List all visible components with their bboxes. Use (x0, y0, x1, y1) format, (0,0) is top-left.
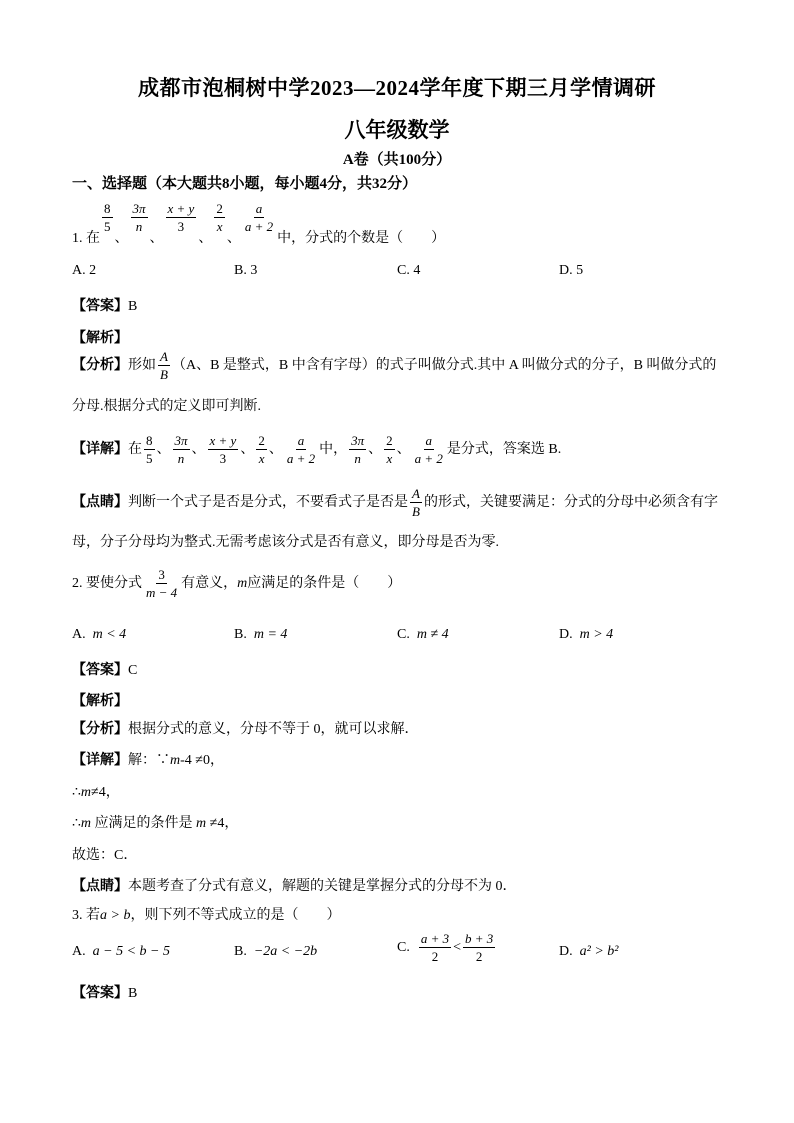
q2-answer (72, 659, 137, 679)
q2-dianjing (72, 878, 517, 896)
numerator: 3π (132, 201, 146, 216)
denominator: n (177, 451, 185, 466)
denominator: 3 (219, 451, 227, 466)
q1-option-d: D. 5 (559, 263, 584, 278)
denominator: x (386, 451, 393, 466)
separator: 、 (368, 441, 383, 457)
question-2 (72, 568, 401, 599)
fenxi-text: 形如 (128, 357, 156, 373)
separator: 、 (226, 231, 241, 246)
fraction-8-5 (102, 202, 113, 233)
answer-value: B (128, 299, 138, 314)
answer-label: 【答案】 (72, 986, 128, 1001)
numerator: 2 (258, 433, 265, 448)
dianjing-text: 判断一个式子是否是分式，不要看式子是否是 (128, 494, 408, 510)
q3-option-c: C. $\frac{a + 3}{2}$ < $\frac{b + 3}{2}$ (397, 931, 494, 964)
numerator: A (412, 486, 420, 501)
fraction-2-x (214, 202, 225, 233)
separator: 、 (156, 441, 171, 457)
q3-option-a: A. a − 5 < b − 5 (72, 944, 170, 959)
fraction-xy-3 (208, 434, 239, 465)
fraction-a-a2 (413, 434, 445, 465)
fraction-a-a2 (243, 202, 275, 233)
denominator: m − 4 (146, 585, 178, 600)
denominator: 3 (177, 219, 185, 234)
q1-fenxi (72, 350, 716, 381)
separator: 、 (114, 231, 129, 246)
numerator: A (160, 349, 168, 364)
separator: 、 (191, 441, 206, 457)
q1-analysis-label (72, 327, 128, 347)
answer-label: 【答案】 (72, 663, 128, 678)
numerator: x + y (209, 433, 237, 448)
fraction-b3-2: $\frac{b + 3}{2}$ (465, 931, 494, 964)
xiangjie-post: 是分式，答案选 B. (446, 441, 562, 457)
q1-fenxi-line2: 分母.根据分式的定义即可判断. (72, 399, 261, 414)
q1-option-c: C. 4 (397, 263, 421, 278)
numerator: 8 (146, 433, 153, 448)
numerator: 3π (174, 433, 188, 448)
question-1-tail: 中，分式的个数是（ ） (277, 231, 446, 246)
separator: 、 (240, 441, 255, 457)
denominator: n (354, 451, 361, 466)
fraction-xy-3 (166, 202, 197, 233)
separator: 、 (396, 441, 411, 457)
fraction-3-m4 (144, 568, 179, 599)
q1-answer (72, 295, 137, 315)
analysis-label: 【解析】 (72, 331, 128, 346)
fraction-2-x (256, 434, 267, 465)
fenxi-label: 【分析】 (72, 357, 128, 373)
q3-answer (72, 982, 137, 1002)
answer-label: 【答案】 (72, 299, 128, 314)
volume-heading: A卷（共100分） (342, 152, 452, 168)
condition: a > b (100, 908, 131, 923)
numerator: 3π (351, 433, 365, 448)
fenxi-text: 根据分式的意义，分母不等于 0，就可以求解． (128, 722, 419, 737)
separator: 、 (149, 231, 164, 246)
xiangjie-mid: 中， (319, 441, 348, 457)
fraction-3pi-n (349, 434, 366, 465)
question-2-mid: 有意义， (181, 575, 238, 591)
numerator: a (425, 433, 433, 448)
denominator: a + 2 (286, 451, 316, 466)
q2-xiangjie-2: ∴m≠4， (72, 785, 120, 800)
analysis-label: 【解析】 (72, 694, 128, 709)
denominator: n (135, 219, 143, 234)
fraction-8-5 (144, 434, 155, 465)
xiangjie-label: 【详解】 (72, 753, 128, 768)
question-3-prefix: 3. 若 (72, 908, 100, 923)
q2-analysis-label (72, 690, 128, 710)
q1-xiangjie (72, 434, 561, 465)
numerator: 2 (386, 433, 393, 448)
dianjing-text: 本题考查了分式有意义，解题的关键是掌握分式的分母不为 0． (128, 879, 517, 894)
xiangjie-text: 在 (128, 441, 142, 457)
numerator: x + y (167, 201, 195, 216)
denominator: 5 (104, 219, 111, 234)
denominator: a + 2 (244, 219, 274, 234)
dianjing-label: 【点睛】 (72, 879, 128, 894)
fenxi-label: 【分析】 (72, 722, 128, 737)
question-3-tail: ，则下列不等式成立的是（ ） (130, 908, 341, 923)
numerator: a (297, 433, 305, 448)
question-2-prefix: 2. 要使分式 (72, 575, 142, 591)
fraction-A-B (410, 487, 422, 518)
separator: 、 (198, 231, 213, 246)
q1-dianjing (72, 487, 718, 518)
page-title: 成都市泡桐树中学2023—2024学年度下期三月学情调研 (138, 76, 656, 100)
numerator: 2 (216, 201, 223, 216)
fraction-2-x (384, 434, 395, 465)
question-3 (72, 907, 340, 925)
q1-option-b: B. 3 (234, 263, 258, 278)
q2-xiangjie-3: ∴m 应满足的条件是 m ≠4， (72, 816, 239, 831)
question-1-prefix: 1. 在 (72, 231, 100, 246)
numerator: 8 (104, 201, 111, 216)
numerator: 3 (158, 567, 165, 582)
denominator: x (258, 451, 265, 466)
q1-option-a: A. 2 (72, 263, 97, 278)
q2-option-c: C. m ≠ 4 (397, 627, 449, 642)
q2-option-b: B. m = 4 (234, 627, 288, 642)
fenxi-text-cont: （A、B 是整式，B 中含有字母）的式子叫做分式.其中 A 叫做分式的分子，B 叫做分式的 (171, 357, 717, 373)
fraction-3pi-n (131, 202, 148, 233)
q2-xiangjie-4: 故选：C． (72, 848, 138, 863)
q2-fenxi (72, 721, 419, 739)
fraction-a3-2: $\frac{a + 3}{2}$ (420, 931, 450, 964)
numerator: a (255, 201, 263, 216)
dianjing-text-cont: 的形式，关键要满足：分式的分母中必须含有字 (423, 494, 718, 510)
q2-option-d: D. m > 4 (559, 627, 614, 642)
question-1 (72, 202, 445, 254)
section-heading: 一、选择题（本大题共8小题，每小题4分，共32分） (72, 176, 418, 192)
denominator: x (216, 219, 223, 234)
answer-value: B (128, 986, 138, 1001)
denominator: B (412, 504, 420, 519)
q2-xiangjie-1: 【详解】解：∵m-4 ≠0， (72, 753, 224, 768)
denominator: B (160, 367, 168, 382)
q3-option-d: D. a² > b² (559, 944, 619, 959)
xiangjie-label: 【详解】 (72, 441, 128, 457)
denominator: a + 2 (414, 451, 443, 466)
q1-dianjing-line2: 母，分子分母均为整式.无需考虑该分式是否有意义，即分母是否为零. (72, 535, 499, 550)
fraction-a-a2 (285, 434, 317, 465)
separator: 、 (268, 441, 283, 457)
fraction-3pi-n (173, 434, 190, 465)
answer-value: C (128, 663, 138, 678)
q2-option-a: A. m < 4 (72, 627, 127, 642)
variable-m: m (237, 575, 248, 591)
dianjing-label: 【点睛】 (72, 494, 128, 510)
page-subtitle: 八年级数学 (344, 118, 450, 142)
question-2-tail: 应满足的条件是（ ） (247, 575, 402, 591)
denominator: 5 (146, 451, 153, 466)
q3-option-b: B. −2a < −2b (234, 944, 318, 959)
fraction-A-B (158, 350, 170, 381)
